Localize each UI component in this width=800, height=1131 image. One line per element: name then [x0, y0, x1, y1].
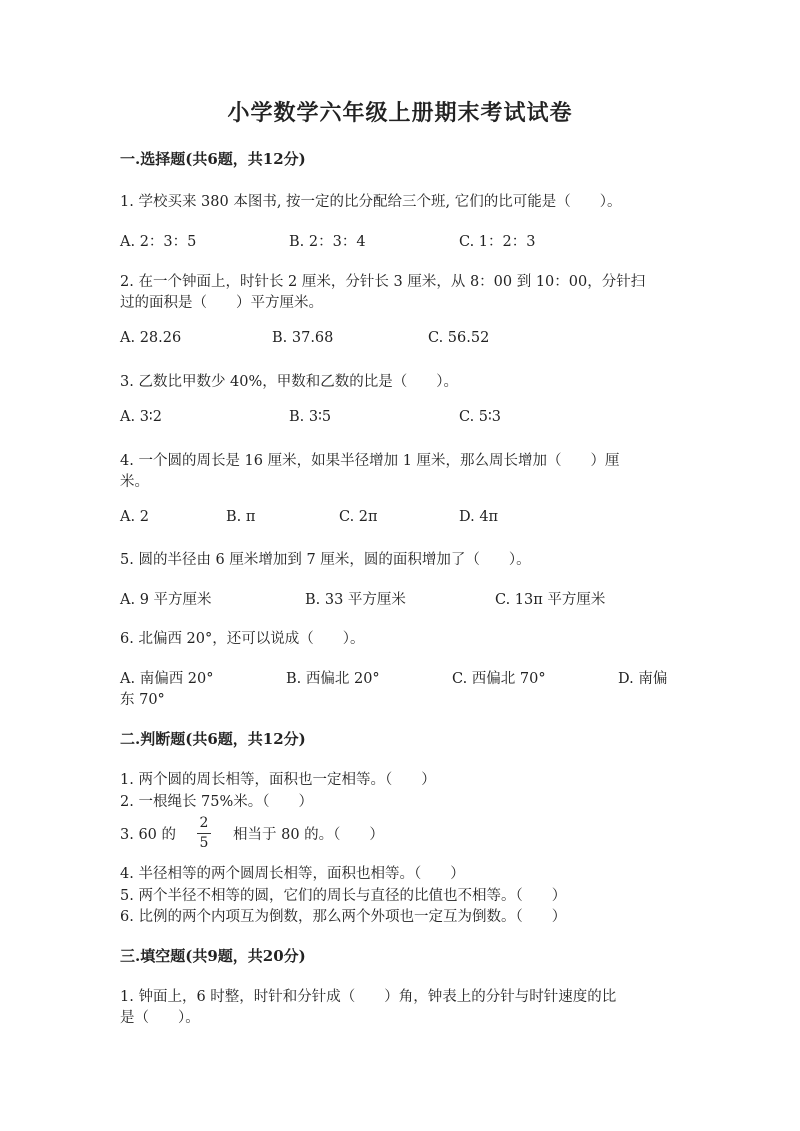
judge-item-3-prefix: 3. 60 的 [120, 827, 177, 843]
question-1: 1. 学校买来 380 本图书, 按一定的比分配给三个班, 它们的比可能是（ ）。 [120, 194, 622, 210]
fraction-numerator: 2 [199, 815, 209, 831]
question-3: 3. 乙数比甲数少 40%，甲数和乙数的比是（ ）。 [120, 374, 459, 390]
option-5a: A. 9 平方厘米 [120, 592, 212, 608]
judge-item-2: 2. 一根绳长 75%米。（ ） [120, 794, 314, 810]
question-5: 5. 圆的半径由 6 厘米增加到 7 厘米，圆的面积增加了（ ）。 [120, 552, 531, 568]
option-2c: C. 56.52 [428, 330, 490, 346]
option-6d: D. 南偏 [618, 671, 668, 687]
fraction-two-fifths [197, 815, 211, 852]
option-6a: A. 南偏西 20° [120, 671, 214, 687]
option-4b: B. π [226, 509, 256, 525]
option-2b: B. 37.68 [272, 330, 334, 346]
option-3b: B. 3∶5 [289, 409, 332, 425]
question-4-line1: 4. 一个圆的周长是 16 厘米，如果半径增加 1 厘米，那么周长增加（ ）厘 [120, 453, 620, 469]
option-2a: A. 28.26 [120, 330, 182, 346]
option-3a: A. 3∶2 [120, 409, 162, 425]
fraction-denominator: 5 [199, 835, 209, 851]
judge-item-4: 4. 半径相等的两个圆周长相等，面积也相等。（ ） [120, 866, 465, 882]
judge-item-5: 5. 两个半径不相等的圆，它们的周长与直径的比值也不相等。（ ） [120, 888, 567, 904]
section-heading-judge: 二.判断题(共6题，共12分) [120, 730, 306, 748]
fill-question-1-line2: 是（ ）。 [120, 1010, 200, 1026]
section-heading-fill: 三.填空题(共9题，共20分) [120, 947, 306, 965]
option-5c: C. 13π 平方厘米 [495, 592, 606, 608]
option-3c: C. 5∶3 [459, 409, 502, 425]
option-1a: A. 2：3：5 [120, 234, 197, 250]
page-title: 小学数学六年级上册期末考试试卷 [227, 100, 573, 126]
question-2-line1: 2. 在一个钟面上，时针长 2 厘米，分针长 3 厘米，从 8：00 到 10：00，分针扫 [120, 274, 646, 290]
question-2-line2: 过的面积是（ ）平方厘米。 [120, 295, 323, 311]
option-6b: B. 西偏北 20° [286, 671, 380, 687]
judge-item-6: 6. 比例的两个内项互为倒数，那么两个外项也一定互为倒数。（ ） [120, 909, 567, 925]
option-5b: B. 33 平方厘米 [305, 592, 406, 608]
option-4c: C. 2π [339, 509, 378, 525]
question-4-line2: 米。 [120, 474, 149, 490]
option-1c: C. 1：2：3 [459, 234, 536, 250]
fill-question-1-line1: 1. 钟面上，6 时整，时针和分针成（ ）角，钟表上的分针与时针速度的比 [120, 989, 617, 1005]
question-6: 6. 北偏西 20°，还可以说成（ ）。 [120, 631, 365, 647]
option-6c: C. 西偏北 70° [452, 671, 546, 687]
option-1b: B. 2：3：4 [289, 234, 366, 250]
option-6d-wrap: 东 70° [120, 692, 165, 708]
judge-item-3-suffix: 相当于 80 的。（ ） [233, 827, 384, 843]
option-4a: A. 2 [120, 509, 149, 525]
section-heading-choice: 一.选择题(共6题，共12分) [120, 150, 306, 168]
option-4d: D. 4π [459, 509, 499, 525]
judge-item-1: 1. 两个圆的周长相等，面积也一定相等。（ ） [120, 772, 436, 788]
